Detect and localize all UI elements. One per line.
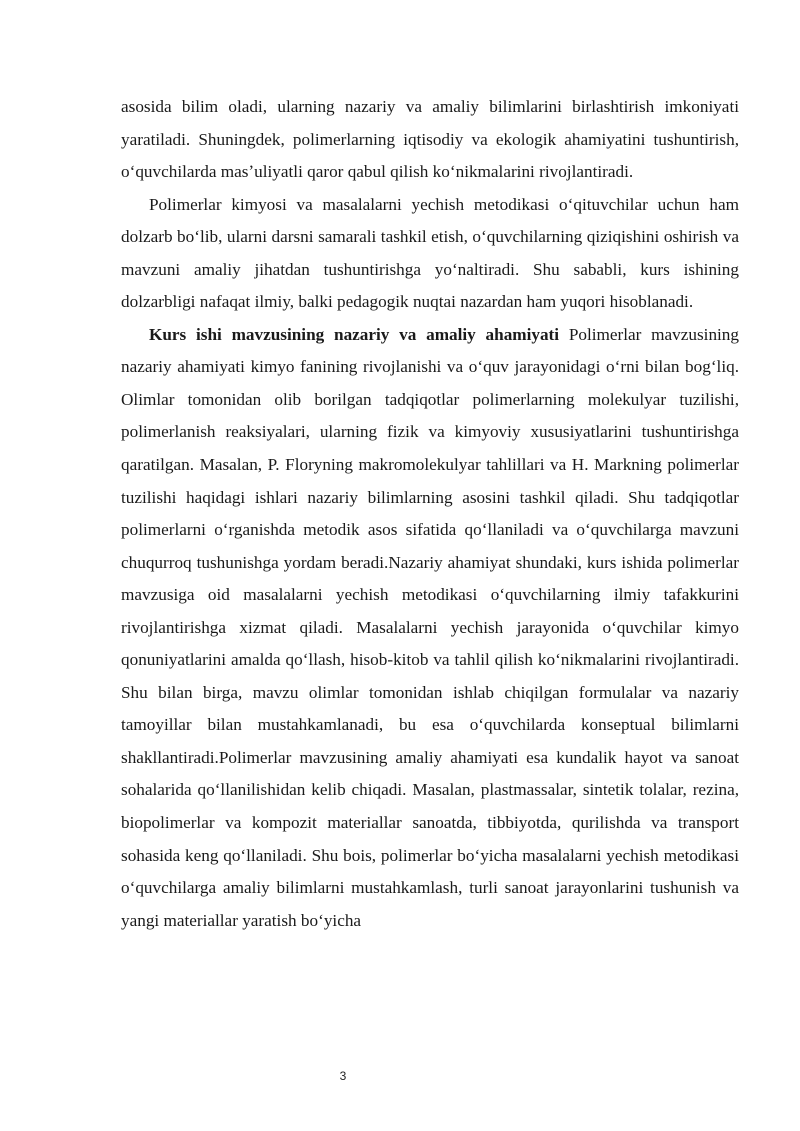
paragraph-1-text: asosida bilim oladi, ularning nazariy va amaliy bilimlarini birlashtirish imkoniyati yaratiladi. Shuningdek, polimerlarning iqtisodiy va ekologik ahamiyatini tushuntirish, oʻquvchilarda masʼuliyatli qaror qabul qilish koʻnikmalarini rivojlantiradi. (121, 97, 739, 182)
body-text (121, 91, 739, 937)
paragraph-3 (121, 319, 739, 937)
section-heading-inline: Kurs ishi mavzusining nazariy va amaliy ahamiyati (149, 324, 560, 344)
page-number: 3 (339, 1069, 347, 1083)
paragraph-3-text: Polimerlar mavzusining nazariy ahamiyati kimyo fanining rivojlanishi va oʻquv jarayonidagi oʻrni bilan bogʻliq. Olimlar tomonidan olib borilgan tadqiqotlar polimerlarning molekulyar tuzilishi, polimerlanish reaksiyalari, ularning fizik va kimyoviy xususiyatlarini tushuntirishga qaratilgan. Masalan, P. Floryning makromolekulyar tahlillari va H. Markning polimerlar tuzilishi haqidagi ishlari nazariy bilimlarning asosini tashkil qiladi. Shu tadqiqotlar polimerlarni oʻrganishda metodik asos sifatida qoʻllaniladi va oʻquvchilarga mavzuni chuqurroq tushunishga yordam beradi.Nazariy ahamiyat shundaki, kurs ishida polimerlar mavzusiga oid masalalarni yechish metodikasi oʻquvchilarning ilmiy tafakkurini rivojlantirishga xizmat qiladi. Masalalarni yechish jarayonida oʻquvchilar kimyo qonuniyatlarini amalda qoʻllash, hisob-kitob va tahlil qilish koʻnikmalarini rivojlantiradi. Shu bilan birga, mavzu olimlar tomonidan ishlab chiqilgan formulalar va nazariy tamoyillar bilan mustahkamlanadi, bu esa oʻquvchilarda konseptual bilimlarni shakllantiradi.Polimerlar mavzusining amaliy ahamiyati esa kundalik hayot va sanoat sohalarida qoʻllanilishidan kelib chiqadi. Masalan, plastmassalar, sintetik tolalar, rezina, biopolimerlar va kompozit materiallar sanoatda, tibbiyotda, qurilishda va transport sohasida keng qoʻllaniladi. Shu bois, polimerlar boʻyicha masalalarni yechish metodikasi oʻquvchilarga amaliy bilimlarni mustahkamlash, turli sanoat jarayonlarini tushunish va yangi materiallar yaratish boʻyicha (121, 324, 739, 930)
paragraph-2-text: Polimerlar kimyosi va masalalarni yechish metodikasi oʻqituvchilar uchun ham dolzarb boʻlib, ularni darsni samarali tashkil etish, oʻquvchilarning qiziqishini oshirish va mavzuni amaliy jihatdan tushuntirishga yoʻnaltiradi. Shu sababli, kurs ishining dolzarbligi nafaqat ilmiy, balki pedagogik nuqtai nazardan ham yuqori hisoblanadi. (121, 194, 739, 312)
paragraph-2 (121, 189, 739, 319)
paragraph-1 (121, 91, 739, 189)
